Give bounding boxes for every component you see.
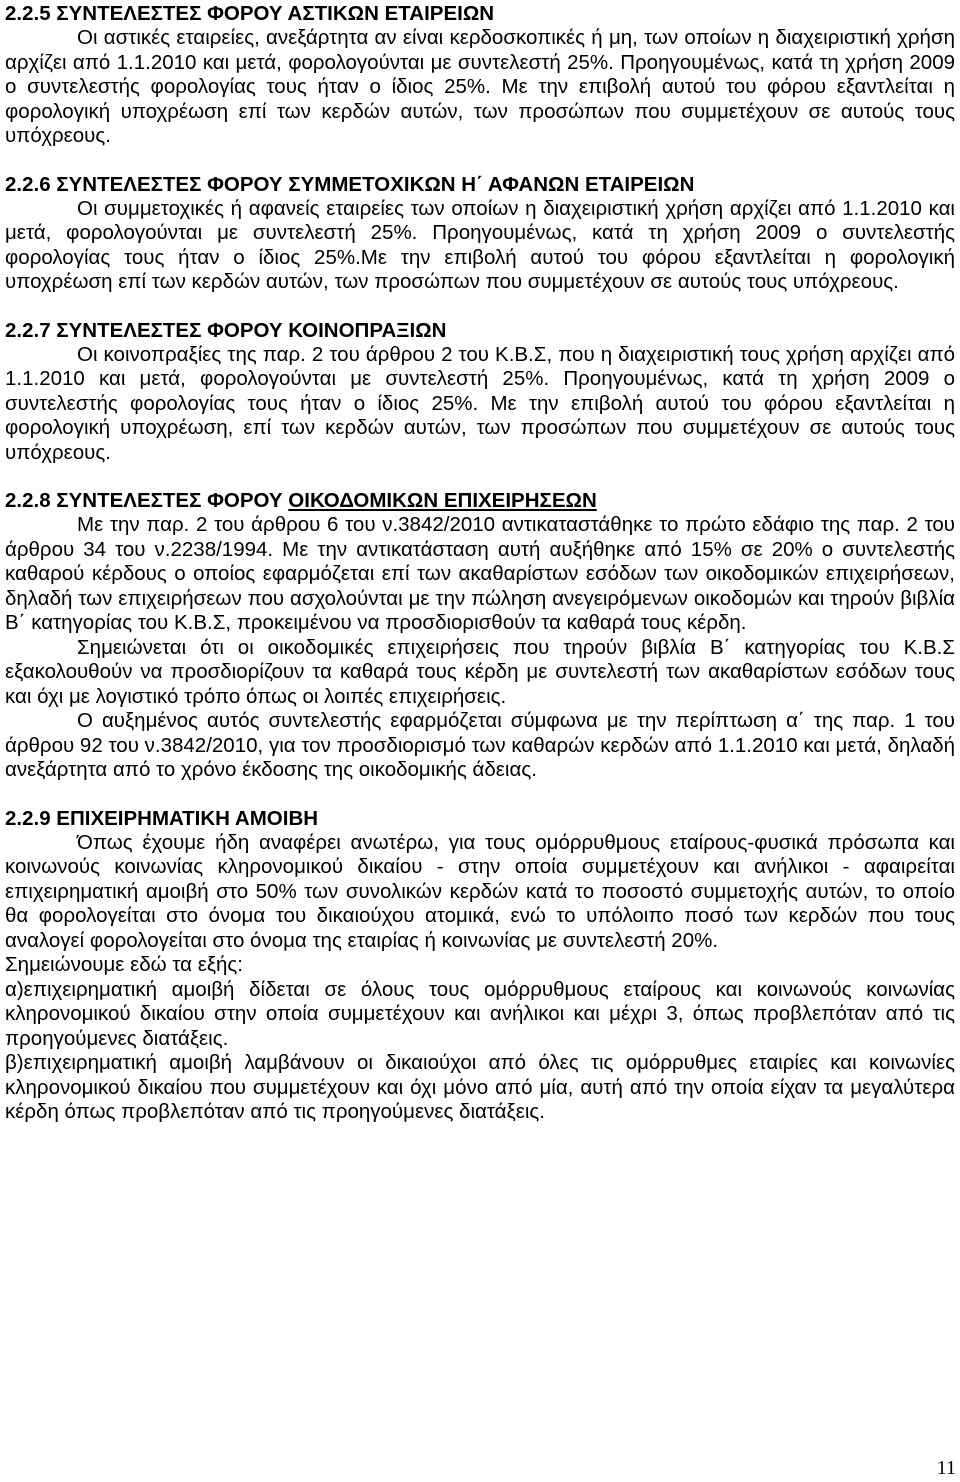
paragraph: Οι αστικές εταιρείες, ανεξάρτητα αν είναι κερδοσκοπικές ή μη, των οποίων η διαχειριστική χρήση αρχίζει από 1.1.2010 και μετά, φορολογούνται με συντελεστή 25%. Προηγουμένως, κατά τη χρήση 2009 ο συντελεστής φορολογίας τους ήταν ο ίδιος 25%. Με την επιβολή αυτού του φόρου εξαντλείται η φορολογική υποχρέωση επί των κερδών αυτών, των προσώπων που συμμετέχουν σε αυτούς τους υπόχρεους. xyxy=(5,26,955,147)
paragraph: Με την παρ. 2 του άρθρου 6 του ν.3842/2010 αντικαταστάθηκε το πρώτο εδάφιο της παρ. 2 του άρθρου 34 του ν.2238/1994. Με την αντικατάσταση αυτή αυξήθηκε από 15% σε 20% ο συντελεστής καθαρού κέρδους ο οποίος εφαρμόζεται επί των ακαθαρίστων εσόδων των οικοδομικών επιχειρήσεων, δηλαδή των επιχειρήσεων που ασχολούνται με την πώληση ανεγειρόμενων οικοδομών και τηρούν βιβλία Β΄ κατηγορίας του Κ.Β.Σ, προκειμένου να προσδιορισθούν τα καθαρά τους κέρδη. xyxy=(5,513,955,634)
paragraph-item-b: β)επιχειρηματική αμοιβή λαμβάνουν οι δικαιούχοι από όλες τις ομόρρυθμες εταιρίες και κοινωνίες κληρονομικού δικαίου που συμμετέχουν και όχι μόνο από μία, αυτή από την οποία είχαν τα μεγαλύτερα κέρδη όπως προβλεπόταν από τις προηγούμενες διατάξεις. xyxy=(5,1051,955,1123)
paragraph: Ο αυξημένος αυτός συντελεστής εφαρμόζεται σύμφωνα με την περίπτωση α΄ της παρ. 1 του άρθρου 92 του ν.3842/2010, για τον προσδιορισμό των καθαρών κερδών από 1.1.2010 και μετά, δηλαδή ανεξάρτητα από το χρόνο έκδοσης της οικοδομικής άδειας. xyxy=(5,709,955,781)
section-2-2-8 xyxy=(5,487,955,783)
paragraph: Σημειώνουμε εδώ τα εξής: xyxy=(5,953,243,976)
page-number: 11 xyxy=(936,1457,956,1479)
section-2-2-7 xyxy=(5,317,955,466)
paragraph: Σημειώνεται ότι οι οικοδομικές επιχειρήσεις που τηρούν βιβλία Β΄ κατηγορίας του Κ.Β.Σ εξακολουθούν να προσδιορίζουν τα καθαρά τους κέρδη με συντελεστή των ακαθαρίστων εσόδων τους και όχι με λογιστικό τρόπο όπως οι λοιπές επιχειρήσεις. xyxy=(5,635,955,708)
document-page xyxy=(5,0,955,1125)
section-heading-underlined: ΟΙΚΟΔΟΜΙΚΩΝ ΕΠΙΧΕΙΡΗΣΕΩΝ xyxy=(288,489,597,512)
section-heading: 2.2.6 ΣΥΝΤΕΛΕΣΤΕΣ ΦΟΡΟΥ ΣΥΜΜΕΤΟΧΙΚΩΝ Η΄ ΑΦΑΝΩΝ ΕΤΑΙΡΕΙΩΝ xyxy=(5,172,695,196)
paragraph: Οι συμμετοχικές ή αφανείς εταιρείες των οποίων η διαχειριστική χρήση αρχίζει από 1.1.2010 και μετά, φορολογούνται με συντελεστή 25%. Προηγουμένως, κατά τη χρήση 2009 ο συντελεστής φορολογίας τους ήταν ο ίδιος 25%.Με την επιβολή αυτού του φόρου εξαντλείται η φορολογική υποχρέωση επί των κερδών αυτών, των προσώπων που συμμετέχουν σε αυτούς τους υπόχρεους. xyxy=(5,196,955,293)
paragraph: Οι κοινοπραξίες της παρ. 2 του άρθρου 2 του Κ.Β.Σ, που η διαχειριστική τους χρήση αρχίζει από 1.1.2010 και μετά, φορολογούνται με συντελεστή 25%. Προηγουμένως, κατά τη χρήση 2009 ο συντελεστής φορολογίας τους ήταν ο ίδιος 25%. Με την επιβολή αυτού του φόρου εξαντλείται η φορολογική υποχρέωση, επί των κερδών αυτών, των προσώπων που συμμετέχουν σε αυτούς τους υπόχρεους. xyxy=(5,342,955,464)
section-2-2-9 xyxy=(5,805,955,1125)
section-heading: 2.2.9 ΕΠΙΧΕΙΡΗΜΑΤΙΚΗ ΑΜΟΙΒΗ xyxy=(5,806,319,830)
paragraph-item-a: α)επιχειρηματική αμοιβή δίδεται σε όλους τους ομόρρυθμους εταίρους και κοινωνούς κοινωνίας κληρονομικού δικαίου στην οποία συμμετέχουν και ανήλικοι και μέχρι 3, όπως προβλεπόταν από τις προηγούμενες διατάξεις. xyxy=(5,977,955,1050)
section-heading: 2.2.5 ΣΥΝΤΕΛΕΣΤΕΣ ΦΟΡΟΥ ΑΣΤΙΚΩΝ ΕΤΑΙΡΕΙΩΝ xyxy=(5,2,495,25)
section-heading xyxy=(5,487,955,513)
section-2-2-5 xyxy=(5,0,955,149)
section-heading: 2.2.7 ΣΥΝΤΕΛΕΣΤΕΣ ΦΟΡΟΥ ΚΟΙΝΟΠΡΑΞΙΩΝ xyxy=(5,318,447,342)
section-heading-prefix: 2.2.8 ΣΥΝΤΕΛΕΣΤΕΣ ΦΟΡΟΥ xyxy=(5,489,289,512)
paragraph: Όπως έχουμε ήδη αναφέρει ανωτέρω, για τους ομόρρυθμους εταίρους-φυσικά πρόσωπα και κοινωνούς κοινωνίας κληρονομικού δικαίου - στην οποία συμμετέχουν και ανήλικοι - αφαιρείται επιχειρηματική αμοιβή στο 50% των συνολικών κερδών κατά το ποσοστό συμμετοχής αυτών, το οποίο θα φορολογείται στο όνομα του δικαιούχου ατομικά, ενώ το υπόλοιπο ποσό των κερδών που τους αναλογεί φορολογείται στο όνομα της εταιρίας ή κοινωνίας με συντελεστή 20%. xyxy=(5,830,955,952)
section-2-2-6 xyxy=(5,171,955,295)
